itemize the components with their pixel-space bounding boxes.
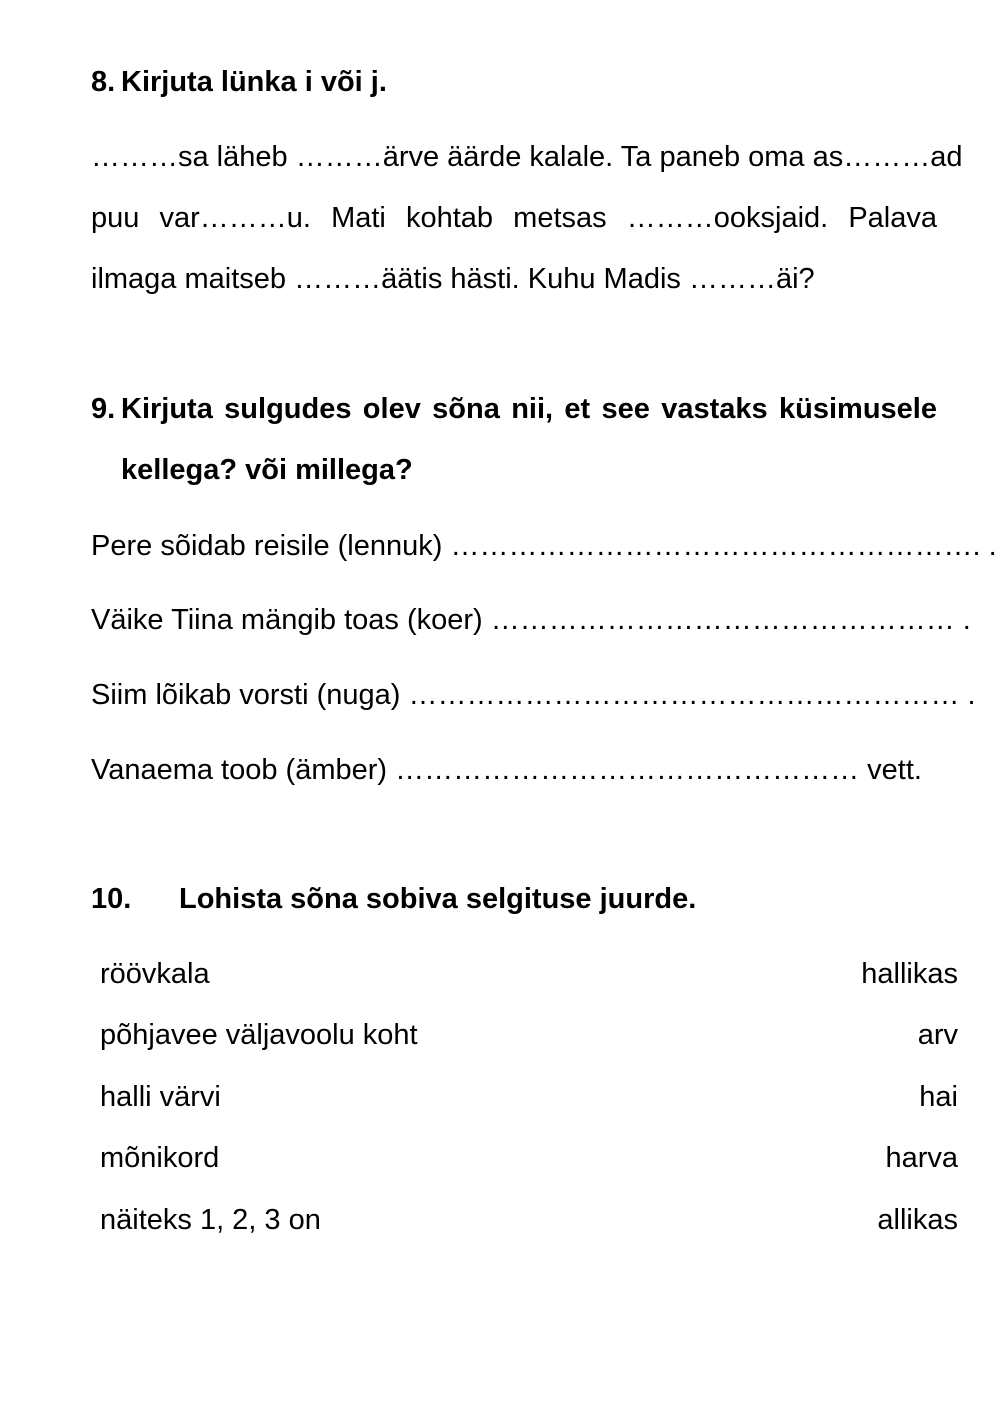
task10-definition-1: röövkala <box>100 958 210 990</box>
task10-title: Lohista sõna sobiva selgituse juurde. <box>179 883 697 915</box>
task10-definition-2: põhjavee väljavoolu koht <box>100 1019 418 1051</box>
task10-word-harva[interactable]: harva <box>885 1142 958 1174</box>
task9-title-line-2: kellega? või millega? <box>121 454 413 486</box>
task10-word-hallikas[interactable]: hallikas <box>861 958 958 990</box>
task10-definition-5: näiteks 1, 2, 3 on <box>100 1204 321 1236</box>
task10-number: 10. <box>91 883 132 915</box>
task10-word-arv[interactable]: arv <box>917 1019 958 1051</box>
task9-sentence-1[interactable]: Pere sõidab reisile (lennuk) ………………………………………………. . <box>91 530 997 562</box>
task8-text-line-3: ilmaga maitseb ………äätis hästi. Kuhu Madis ………äi? <box>91 263 815 295</box>
task10-word-hai[interactable]: hai <box>919 1081 958 1113</box>
task9-title-line-1: Kirjuta sulgudes olev sõna nii, et see vastaks küsimusele <box>121 393 937 425</box>
task9-sentence-4[interactable]: Vanaema toob (ämber) ………………………………………… vett. <box>91 754 922 786</box>
task9-sentence-2[interactable]: Väike Tiina mängib toas (koer) ………………………………………… . <box>91 604 971 636</box>
task9-number: 9. <box>91 393 116 425</box>
task9-sentence-3[interactable]: Siim lõikab vorsti (nuga) ………………………………………………… . <box>91 679 976 711</box>
task8-text-line-1: ………sa läheb ………ärve äärde kalale. Ta paneb oma as………ad <box>91 141 963 173</box>
task10-definition-3: halli värvi <box>100 1081 221 1113</box>
task10-definition-4: mõnikord <box>100 1142 220 1174</box>
task10-word-allikas[interactable]: allikas <box>877 1204 958 1236</box>
task8-title: Kirjuta lünka i või j. <box>121 66 387 98</box>
task8-text-line-2: puu var………u. Mati kohtab metsas ………ooksjaid. Palava <box>91 202 937 234</box>
task8-number: 8. <box>91 66 116 98</box>
